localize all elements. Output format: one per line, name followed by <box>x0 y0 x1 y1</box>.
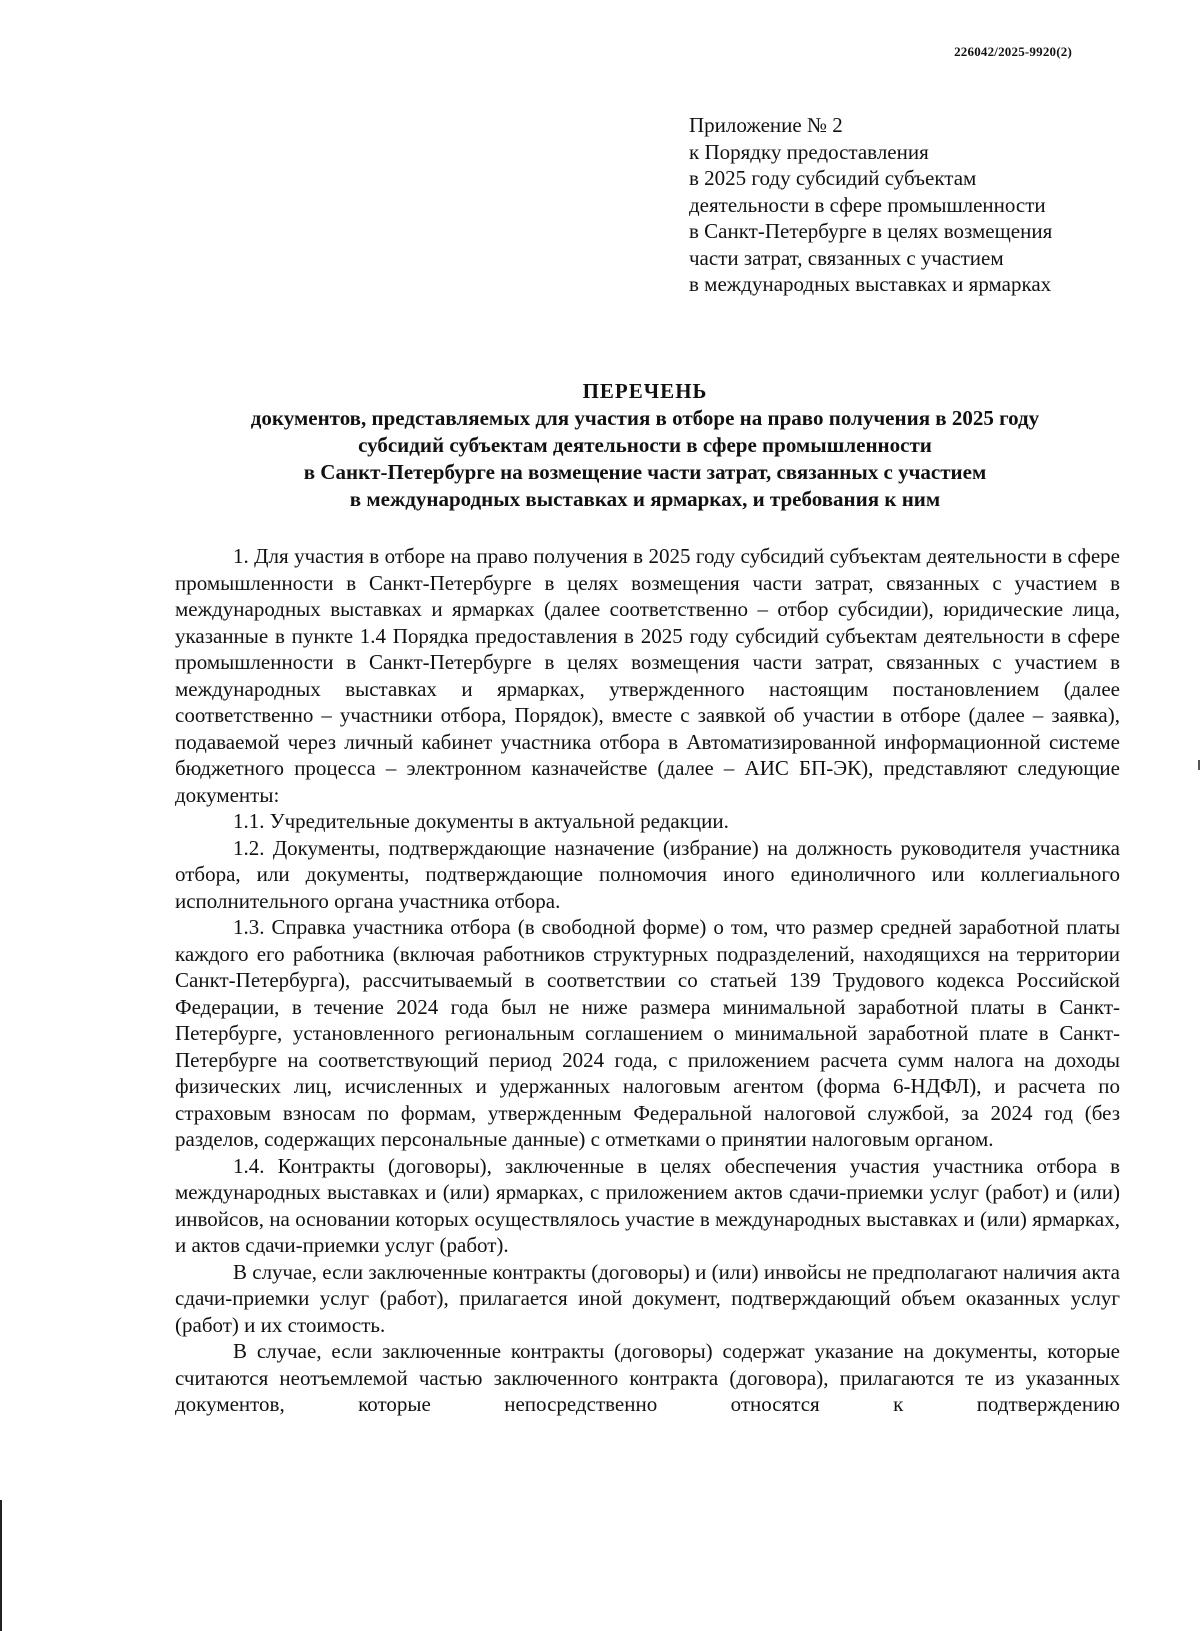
heading-line: субсидий субъектам деятельности в сфере промышленности <box>358 433 932 457</box>
appendix-line: в 2025 году субсидий субъектам <box>689 166 977 190</box>
heading-line: в Санкт-Петербурге на возмещение части затрат, связанных с участием <box>303 460 987 484</box>
paragraph-1-2: 1.2. Документы, подтверждающие назначение (избрание) на должность руководителя участника отбора, или документы, подтверждающие полномочия иного единоличного или коллегиального исполнительного органа участника отбора. <box>175 835 1120 913</box>
document-body <box>175 543 1120 1418</box>
appendix-line: Приложение № 2 <box>689 113 843 137</box>
appendix-line: деятельности в сфере промышленности <box>689 192 1046 217</box>
appendix-block <box>689 112 1139 298</box>
appendix-line: к Порядку предоставления <box>689 139 929 164</box>
heading-title: ПЕРЕЧЕНЬ <box>582 379 708 403</box>
paragraph-note-2: В случае, если заключенные контракты (договоры) содержат указание на документы, которые считаются неотъемлемой частью заключенного контракта (договора), прилагаются те из указанных документов, которые непосредственно относятся к подтверждению <box>175 1339 1120 1416</box>
paragraph-1-3: 1.3. Справка участника отбора (в свободной форме) о том, что размер средней заработной платы каждого его работника (включая работников структурных подразделений, находящихся на территории Санкт-Петербурга), рассчитываемый в соответствии со статьей 139 Трудового кодекса Российской Федерации, в течение 2024 года был не ниже размера минимальной заработной платы в Санкт-Петербурге, установленного региональным соглашением о минимальной заработной плате в Санкт-Петербурге на соответствующий период 2024 года, с приложением расчета сумм налога на доходы физических лиц, исчисленных и удержанных налоговым агентом (форма 6-НДФЛ), и расчета по страховым взносам по формам, утвержденным Федеральной налоговой службой, за 2024 год (без разделов, содержащих персональные данные) с отметками о принятии налоговым органом. <box>175 915 1120 1151</box>
appendix-line: в Санкт-Петербурге в целях возмещения <box>689 219 1053 243</box>
paragraph-1: 1. Для участия в отборе на право получения в 2025 году субсидий субъектам деятельности в сфере промышленности в Санкт-Петербурге в целях возмещения части затрат, связанных с участием в международных выставках и ярмарках (далее соответственно – отбор субсидии), юридические лица, указанные в пункте 1.4 Порядка предоставления в 2025 году субсидий субъектам деятельности в сфере промышленности в Санкт-Петербурге в целях возмещения части затрат, связанных с участием в международных выставках и ярмарках, утвержденного настоящим постановлением (далее соответственно – участники отбора, Порядок), вместе с заявкой об участии в отборе (далее – заявка), подаваемой через личный кабинет участника отбора в Автоматизированной информационной системе бюджетного процесса – электронном казначействе (далее – АИС БП-ЭК), представляют следующие документы: <box>175 544 1120 807</box>
appendix-line: части затрат, связанных с участием <box>689 245 1004 270</box>
appendix-line: в международных выставках и ярмарках <box>689 272 1052 296</box>
heading-line: в международных выставках и ярмарках, и требования к ним <box>349 487 941 511</box>
paragraph-note-1: В случае, если заключенные контракты (договоры) и (или) инвойсы не предполагают наличия акта сдачи-приемки услуг (работ), прилагается иной документ, подтверждающий объем оказанных услуг (работ) и их стоимость. <box>175 1259 1120 1337</box>
paragraph-1-4: 1.4. Контракты (договоры), заключенные в целях обеспечения участия участника отбора в международных выставках и (или) ярмарках, с приложением актов сдачи-приемки услуг (работ) и (или) инвойсов, на основании которых осуществлялось участие в международных выставках и (или) ярмарках, и актов сдачи-приемки услуг (работ). <box>175 1153 1120 1257</box>
document-heading <box>150 378 1140 513</box>
document-number: 226042/2025-9920(2) <box>954 44 1072 59</box>
paragraph-1-1: 1.1. Учредительные документы в актуальной редакции. <box>233 809 729 833</box>
scan-edge-mark <box>0 1500 2 1631</box>
heading-line: документов, представляемых для участия в отборе на право получения в 2025 году <box>250 406 1040 430</box>
